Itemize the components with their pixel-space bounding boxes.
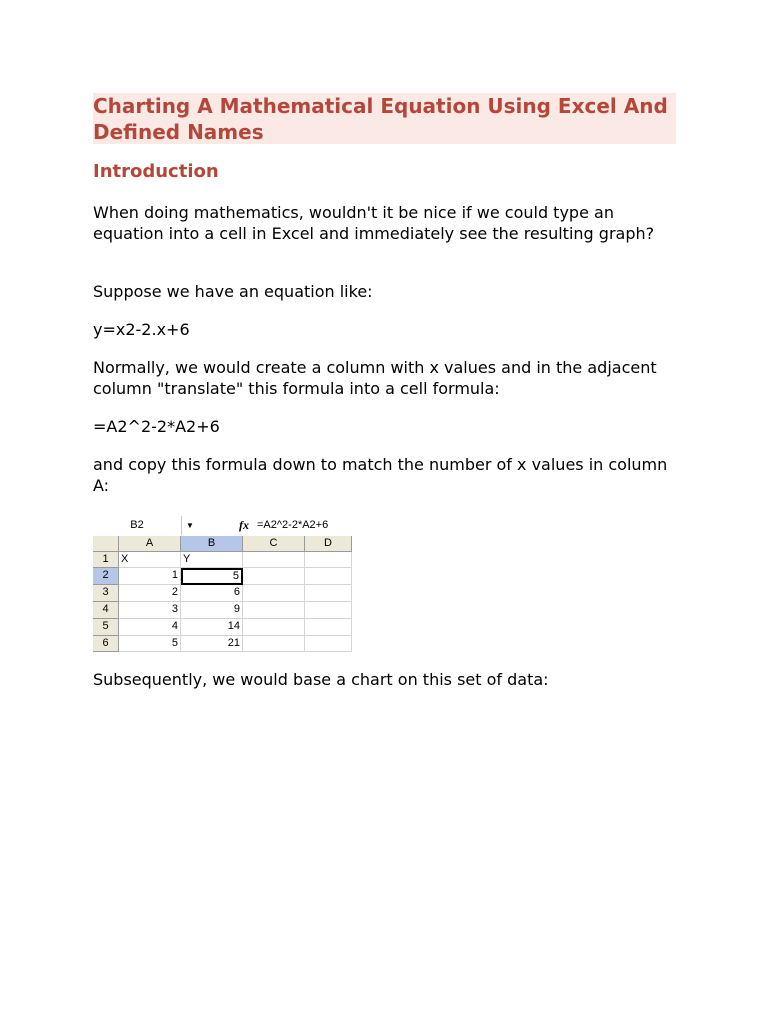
cell-d4[interactable] bbox=[305, 602, 352, 619]
cell-d3[interactable] bbox=[305, 585, 352, 602]
spreadsheet-screenshot bbox=[93, 516, 352, 652]
cell-c5[interactable] bbox=[243, 619, 305, 636]
cell-a4[interactable]: 3 bbox=[119, 602, 181, 619]
section-heading: Introduction bbox=[93, 161, 219, 182]
function-icon[interactable]: fx bbox=[239, 518, 249, 532]
cell-c6[interactable] bbox=[243, 636, 305, 652]
paragraph-4: and copy this formula down to match the number of x values in column A: bbox=[93, 455, 668, 495]
column-header-b[interactable]: B bbox=[181, 536, 243, 552]
paragraph-2: Suppose we have an equation like: bbox=[93, 282, 373, 301]
row-header[interactable]: 2 bbox=[93, 568, 119, 585]
cell-a2[interactable]: 1 bbox=[119, 568, 181, 585]
cell-c4[interactable] bbox=[243, 602, 305, 619]
column-header-c[interactable]: C bbox=[243, 536, 305, 552]
formula-bar bbox=[93, 516, 352, 537]
cell-d6[interactable] bbox=[305, 636, 352, 652]
cell-a3[interactable]: 2 bbox=[119, 585, 181, 602]
cell-b5[interactable]: 14 bbox=[181, 619, 243, 636]
column-header-d[interactable]: D bbox=[305, 536, 352, 552]
row-header[interactable]: 1 bbox=[93, 552, 119, 568]
cell-a6[interactable]: 5 bbox=[119, 636, 181, 652]
cell-c3[interactable] bbox=[243, 585, 305, 602]
column-header-a[interactable]: A bbox=[119, 536, 181, 552]
paragraph-3: Normally, we would create a column with x values and in the adjacent column "translate" this formula into a cell formula: bbox=[93, 358, 657, 398]
name-box[interactable]: B2 bbox=[93, 516, 182, 535]
select-all-corner[interactable] bbox=[93, 536, 119, 552]
cell-d5[interactable] bbox=[305, 619, 352, 636]
row-header[interactable]: 3 bbox=[93, 585, 119, 602]
cell-b3[interactable]: 6 bbox=[181, 585, 243, 602]
paragraph-5: Subsequently, we would base a chart on this set of data: bbox=[93, 670, 549, 689]
cell-b4[interactable]: 9 bbox=[181, 602, 243, 619]
cell-d1[interactable] bbox=[305, 552, 352, 568]
paragraph-1: When doing mathematics, wouldn't it be nice if we could type an equation into a cell in Excel and immediately see the resulting graph? bbox=[93, 203, 655, 243]
row-header[interactable]: 6 bbox=[93, 636, 119, 652]
cell-b6[interactable]: 21 bbox=[181, 636, 243, 652]
page-title: Charting A Mathematical Equation Using Excel And Defined Names bbox=[93, 94, 668, 144]
row-header[interactable]: 4 bbox=[93, 602, 119, 619]
cell-a1[interactable]: X bbox=[119, 552, 181, 568]
cell-c1[interactable] bbox=[243, 552, 305, 568]
cell-d2[interactable] bbox=[305, 568, 352, 585]
cell-a5[interactable]: 4 bbox=[119, 619, 181, 636]
cell-b1[interactable]: Y bbox=[181, 552, 243, 568]
cell-b2-active[interactable]: 5 bbox=[181, 568, 243, 585]
chevron-down-icon[interactable]: ▼ bbox=[186, 521, 194, 530]
row-header[interactable]: 5 bbox=[93, 619, 119, 636]
cell-c2[interactable] bbox=[243, 568, 305, 585]
title-block bbox=[93, 93, 676, 144]
formula-text[interactable]: =A2^2-2*A2+6 bbox=[257, 519, 329, 531]
cell-formula: =A2^2-2*A2+6 bbox=[93, 417, 220, 436]
equation: y=x2-2.x+6 bbox=[93, 320, 190, 339]
